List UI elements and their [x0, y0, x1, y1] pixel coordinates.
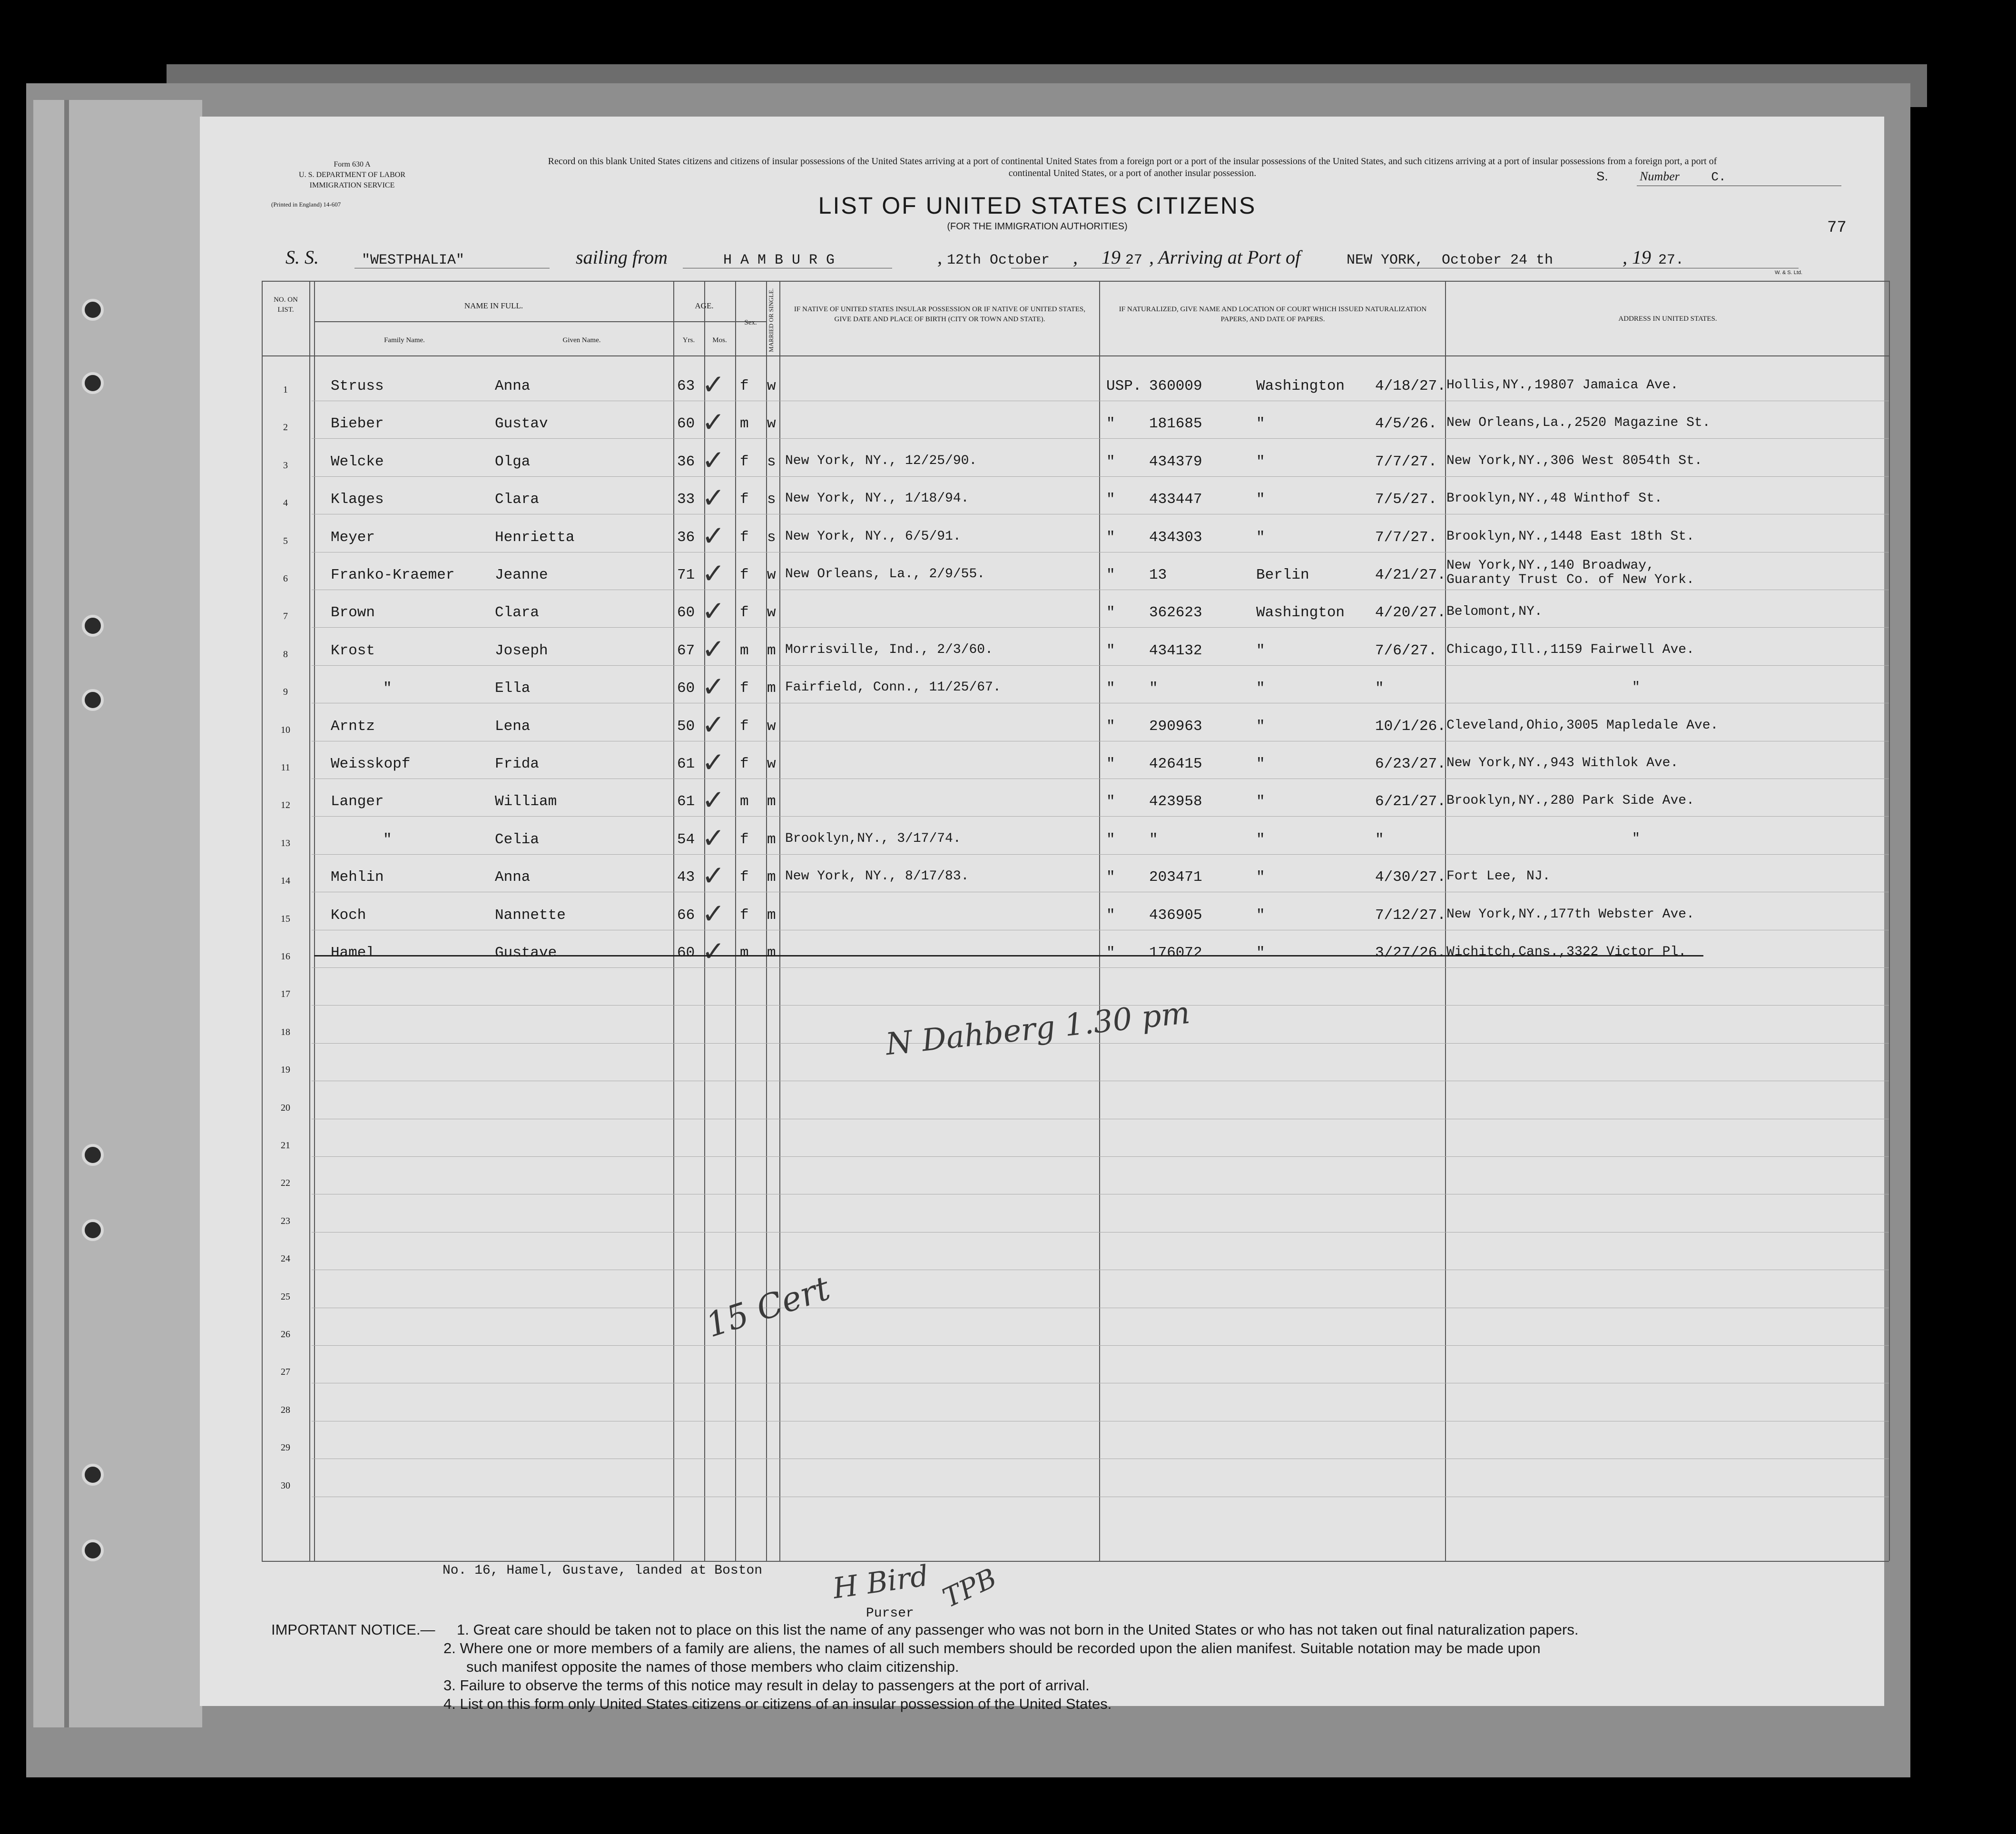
address: New York,NY.,943 Withlok Ave.: [1446, 756, 1679, 770]
address: New York,NY.,306 West 8054th St.: [1446, 453, 1702, 468]
given-name: Anna: [495, 869, 531, 886]
punch-hole: [82, 1464, 104, 1486]
given-name: Anna: [495, 378, 531, 394]
sex: f: [740, 529, 749, 546]
court-location: ": [1256, 453, 1265, 470]
row-number: 3: [283, 460, 288, 471]
form-instructions: Record on this blank United States citizens and citizens of insular possessions of the United States arriving at a port of continental United States from a foreign port or a port of the insular possessions of the United States, and such citizens arriving at a port of insular possessions from a foreign port, a port of continental United States, or a port of another insular possession.: [548, 156, 1717, 178]
papers-date: 6/21/27.: [1375, 793, 1446, 810]
court-prefix: ": [1106, 945, 1115, 961]
papers-date: 4/18/27.: [1375, 378, 1446, 394]
family-name: Koch: [331, 907, 366, 924]
age-years: 33: [677, 491, 695, 508]
court-prefix: ": [1106, 567, 1115, 583]
address: Wichitch,Cans.,3322 Victor Pl.: [1446, 945, 1687, 959]
row-number: 15: [281, 913, 290, 924]
punch-hole: [82, 1219, 104, 1241]
given-name: Jeanne: [495, 567, 548, 583]
checkmark: ✓: [702, 406, 725, 439]
handwritten-annotation: N Dahberg 1.30 pm: [884, 995, 1192, 1063]
row-rule: [312, 1232, 1889, 1233]
page-number: 77: [1827, 219, 1847, 237]
papers-date: 7/5/27.: [1375, 491, 1437, 508]
age-years: 61: [677, 793, 695, 810]
age-years: 71: [677, 567, 695, 583]
marital-status: w: [767, 567, 776, 583]
marital-status: w: [767, 415, 776, 433]
purser-label: Purser: [866, 1606, 914, 1621]
printer-mark: (Printed in England) 14-607: [271, 201, 341, 208]
family-name: ": [383, 680, 392, 697]
family-name: Langer: [331, 793, 384, 810]
age-years: 36: [677, 529, 695, 546]
address: New Orleans,La.,2520 Magazine St.: [1446, 415, 1711, 431]
header-age: AGE.: [695, 301, 714, 310]
marital-status: m: [767, 793, 776, 810]
family-name: Krost: [331, 642, 375, 659]
court-location: ": [1256, 831, 1265, 848]
age-years: 60: [677, 604, 695, 621]
strikethrough-line: [314, 955, 1703, 956]
notice-lead: IMPORTANT NOTICE.—: [271, 1621, 435, 1638]
page-subtitle: (FOR THE IMMIGRATION AUTHORITIES): [947, 221, 1128, 232]
row-number: 16: [281, 951, 290, 962]
checkmark: ✓: [702, 859, 725, 892]
header-yrs: Yrs.: [682, 336, 695, 344]
row-number: 25: [281, 1291, 290, 1302]
court-prefix: ": [1106, 793, 1115, 810]
sex: f: [740, 378, 749, 394]
row-number: 2: [283, 422, 288, 433]
sex: f: [740, 453, 749, 470]
given-name: Clara: [495, 604, 540, 621]
age-years: 66: [677, 907, 695, 924]
family-name: Hamel: [331, 945, 375, 961]
row-number: 30: [281, 1480, 290, 1491]
court-location: ": [1256, 680, 1265, 697]
court-location: ": [1256, 793, 1265, 810]
given-name: Olga: [495, 453, 531, 470]
marital-status: w: [767, 378, 776, 394]
family-name: Brown: [331, 604, 375, 621]
certificate-number: 203471: [1149, 869, 1202, 886]
punch-hole: [82, 299, 104, 321]
arrival-port: NEW YORK,: [1347, 252, 1424, 268]
marital-status: w: [767, 718, 776, 735]
header-mos: Mos.: [712, 336, 727, 344]
checkmark: ✓: [702, 595, 725, 628]
given-name: Ella: [495, 680, 531, 697]
papers-date: 10/1/26.: [1375, 718, 1446, 735]
row-number: 17: [281, 989, 290, 1000]
court-prefix: USP.: [1106, 378, 1142, 394]
notice-item: IMPORTANT NOTICE.— 1. Great care should be taken not to place on this list the name of any passenger who was not born in the United States or who has not taken out final naturalization papers.: [271, 1621, 1579, 1638]
marital-status: m: [767, 945, 776, 961]
age-years: 36: [677, 453, 695, 470]
checkmark: ✓: [702, 632, 725, 665]
row-rule: [312, 854, 1889, 855]
row-number: 4: [283, 498, 288, 509]
row-rule: [312, 967, 1889, 968]
number-value: C.: [1711, 170, 1726, 184]
age-years: 61: [677, 756, 695, 772]
checkmark: ✓: [702, 821, 725, 854]
passenger-table: [262, 281, 1889, 1561]
court-location: Washington: [1256, 604, 1345, 621]
address: Chicago,Ill.,1159 Fairwell Ave.: [1446, 642, 1694, 657]
given-name: William: [495, 793, 557, 810]
row-rule: [312, 816, 1889, 817]
marital-status: w: [767, 604, 776, 621]
given-name: Henrietta: [495, 529, 575, 546]
marital-status: m: [767, 907, 776, 924]
footer-note: No. 16, Hamel, Gustave, landed at Boston: [443, 1563, 763, 1578]
court-prefix: ": [1106, 756, 1115, 772]
certificate-number: 423958: [1149, 793, 1202, 810]
arrival-date: October 24 th: [1442, 252, 1554, 268]
address: ": [1632, 831, 1640, 846]
certificate-number: 434132: [1149, 642, 1202, 659]
ledger-binding-strip: [33, 100, 202, 1727]
marital-status: s: [767, 453, 776, 470]
punch-hole: [82, 372, 104, 394]
inspector-initials: TPB: [938, 1562, 1002, 1614]
family-name: Mehlin: [331, 869, 384, 886]
sex: f: [740, 567, 749, 583]
certificate-number: 360009: [1149, 378, 1202, 394]
departure-year: 27: [1125, 252, 1143, 268]
row-number: 21: [281, 1140, 290, 1151]
notice-item-continued: such manifest opposite the names of those members who claim citizenship.: [466, 1658, 959, 1675]
notice-item: 4. List on this form only United States citizens or citizens of an insular possession of the United States.: [443, 1696, 1112, 1712]
court-prefix: ": [1106, 415, 1115, 433]
row-number: 23: [281, 1215, 290, 1226]
address: Hollis,NY.,19807 Jamaica Ave.: [1446, 378, 1679, 393]
court-prefix: ": [1106, 718, 1115, 735]
year-prefix-arrival: 19: [1632, 247, 1651, 268]
marital-status: m: [767, 869, 776, 886]
checkmark: ✓: [702, 784, 725, 817]
age-years: 63: [677, 378, 695, 394]
court-prefix: ": [1106, 453, 1115, 470]
row-number: 7: [283, 611, 288, 622]
checkmark: ✓: [702, 935, 725, 967]
given-name: Gustave: [495, 945, 557, 961]
birth-place-date: New York, NY., 12/25/90.: [785, 453, 977, 468]
address: Brooklyn,NY.,48 Winthof St.: [1446, 491, 1662, 506]
certificate-number: ": [1149, 831, 1158, 848]
age-years: 43: [677, 869, 695, 886]
papers-date: ": [1375, 680, 1384, 697]
form-identification: [266, 159, 438, 210]
sex: f: [740, 831, 749, 848]
address: ": [1632, 680, 1640, 695]
row-rule: [312, 627, 1889, 628]
certificate-number: ": [1149, 680, 1158, 697]
court-prefix: ": [1106, 604, 1115, 621]
ledger-binding-edge: [64, 100, 69, 1727]
checkmark: ✓: [702, 482, 725, 514]
court-location: ": [1256, 756, 1265, 772]
birth-place-date: New Orleans, La., 2/9/55.: [785, 567, 985, 582]
court-location: ": [1256, 642, 1265, 659]
row-rule: [312, 1043, 1889, 1044]
sex: f: [740, 680, 749, 697]
marital-status: m: [767, 680, 776, 697]
row-number: 14: [281, 876, 290, 887]
court-location: ": [1256, 945, 1265, 961]
row-rule: [312, 665, 1889, 666]
address: Brooklyn,NY.,280 Park Side Ave.: [1446, 793, 1694, 809]
handwritten-cert-count: 15 Cert: [701, 1268, 835, 1345]
marital-status: s: [767, 491, 776, 508]
age-years: 60: [677, 945, 695, 961]
address: Belomont,NY.: [1446, 604, 1543, 620]
papers-date: 4/30/27.: [1375, 869, 1446, 886]
given-name: Nannette: [495, 907, 566, 924]
address: New York,NY.,177th Webster Ave.: [1446, 907, 1694, 922]
age-years: 60: [677, 680, 695, 697]
checkmark: ✓: [702, 557, 725, 590]
certificate-number: 436905: [1149, 907, 1202, 924]
row-number: 29: [281, 1442, 290, 1453]
court-prefix: ": [1106, 642, 1115, 659]
address-line-1: New York,NY.,140 Broadway,: [1446, 558, 1654, 573]
row-number: 20: [281, 1102, 290, 1113]
header-married-single: MARRIED OR SINGLE.: [767, 288, 775, 352]
court-prefix: ": [1106, 491, 1115, 508]
s-prefix: S.: [1596, 169, 1608, 183]
voyage-line: S. S. "WESTPHALIA" sailing from H A M B U R G , 12th October , 19 27 , Arriving at Port of NEW YORK, October 24 th , 19 27.: [285, 246, 1856, 268]
marital-status: m: [767, 642, 776, 659]
header-given-name: Given Name.: [562, 336, 601, 344]
row-number: 11: [281, 762, 290, 773]
given-name: Frida: [495, 756, 540, 772]
sex: f: [740, 907, 749, 924]
marital-status: w: [767, 756, 776, 772]
departure-date: 12th October: [947, 252, 1050, 268]
court-location: ": [1256, 869, 1265, 886]
papers-date: 4/21/27.: [1375, 567, 1446, 583]
checkmark: ✓: [702, 708, 725, 741]
birth-place-date: Fairfield, Conn., 11/25/67.: [785, 680, 1001, 695]
checkmark: ✓: [702, 897, 725, 930]
row-number: 24: [281, 1253, 290, 1264]
service-name: IMMIGRATION SERVICE: [309, 181, 395, 189]
court-prefix: ": [1106, 869, 1115, 886]
row-number: 5: [283, 535, 288, 546]
printer-code: W. & S. Ltd.: [1775, 270, 1803, 276]
checkmark: ✓: [702, 519, 725, 552]
given-name: Lena: [495, 718, 531, 735]
ss-label: S. S.: [285, 247, 319, 268]
certificate-number: 13: [1149, 567, 1167, 583]
family-name: Struss: [331, 378, 384, 394]
row-number: 19: [281, 1065, 290, 1075]
row-rule: [312, 438, 1889, 439]
sex: f: [740, 756, 749, 772]
sex: m: [740, 642, 749, 659]
given-name: Gustav: [495, 415, 548, 433]
certificate-number: 434379: [1149, 453, 1202, 470]
arriving-label: , Arriving at Port of: [1149, 247, 1301, 268]
papers-date: ": [1375, 831, 1384, 848]
certificate-number: 181685: [1149, 415, 1202, 433]
court-prefix: ": [1106, 907, 1115, 924]
court-prefix: ": [1106, 680, 1115, 697]
papers-date: 6/23/27.: [1375, 756, 1446, 772]
court-location: ": [1256, 415, 1265, 433]
row-number: 12: [281, 800, 290, 811]
row-rule: [312, 476, 1889, 477]
arrival-year: 27.: [1658, 252, 1684, 268]
row-number: 27: [281, 1367, 290, 1378]
sex: f: [740, 604, 749, 621]
sex: f: [740, 869, 749, 886]
family-name: Klages: [331, 491, 384, 508]
family-name: ": [383, 831, 392, 848]
row-rule: [312, 1156, 1889, 1157]
checkmark: ✓: [702, 368, 725, 401]
court-location: ": [1256, 529, 1265, 546]
certificate-number: 362623: [1149, 604, 1202, 621]
court-prefix: ": [1106, 831, 1115, 848]
row-number: 10: [281, 724, 290, 735]
address: Fort Lee, NJ.: [1446, 869, 1551, 884]
form-number: Form 630 A: [334, 160, 371, 168]
sex: m: [740, 415, 749, 433]
age-years: 54: [677, 831, 695, 848]
birth-place-date: New York, NY., 8/17/83.: [785, 869, 969, 884]
certificate-number: 290963: [1149, 718, 1202, 735]
year-prefix: 19: [1101, 247, 1121, 268]
papers-date: 4/5/26.: [1375, 415, 1437, 433]
address-line-2: Guaranty Trust Co. of New York.: [1446, 572, 1694, 587]
family-name: Bieber: [331, 415, 384, 433]
marital-status: m: [767, 831, 776, 848]
row-rule: [312, 1345, 1889, 1346]
birth-place-date: New York, NY., 6/5/91.: [785, 529, 961, 544]
sex: f: [740, 491, 749, 508]
certificate-number: 434303: [1149, 529, 1202, 546]
row-number: 8: [283, 649, 288, 660]
row-number: 1: [283, 385, 288, 395]
sailing-label: sailing from: [576, 247, 668, 268]
papers-date: 7/6/27.: [1375, 642, 1437, 659]
birth-place-date: Morrisville, Ind., 2/3/60.: [785, 642, 993, 657]
sex: m: [740, 793, 749, 810]
header-name-in-full: NAME IN FULL.: [464, 301, 523, 310]
notice-item: 3. Failure to observe the terms of this notice may result in delay to passengers at the port of arrival.: [443, 1677, 1090, 1694]
birth-place-date: New York, NY., 1/18/94.: [785, 491, 969, 506]
age-years: 60: [677, 415, 695, 433]
court-location: ": [1256, 491, 1265, 508]
given-name: Joseph: [495, 642, 548, 659]
address: Cleveland,Ohio,3005 Mapledale Ave.: [1446, 718, 1719, 733]
checkmark: ✓: [702, 444, 725, 476]
punch-hole: [82, 689, 104, 711]
papers-date: 4/20/27.: [1375, 604, 1446, 621]
row-number: 18: [281, 1026, 290, 1037]
sheet-number: [1596, 169, 1726, 184]
checkmark: ✓: [702, 670, 725, 703]
important-notice: [271, 1620, 1870, 1713]
papers-date: 3/27/26.: [1375, 945, 1446, 961]
row-number: 22: [281, 1178, 290, 1189]
papers-date: 7/12/27.: [1375, 907, 1446, 924]
citizens-list-form: [200, 117, 1884, 1712]
header-family-name: Family Name.: [384, 336, 425, 344]
departure-port: H A M B U R G: [723, 252, 835, 268]
punch-hole: [82, 1539, 104, 1561]
family-name: Arntz: [331, 718, 375, 735]
family-name: Franko-Kraemer: [331, 567, 455, 583]
header-naturalized: IF NATURALIZED, GIVE NAME AND LOCATION OF COURT WHICH ISSUED NATURALIZATION PAPERS, AND DATE OF PAPERS.: [1119, 306, 1427, 323]
sex: m: [740, 945, 749, 961]
row-number: 28: [281, 1404, 290, 1415]
marital-status: s: [767, 529, 776, 546]
court-location: ": [1256, 907, 1265, 924]
row-number: 13: [281, 838, 290, 848]
court-location: Washington: [1256, 378, 1345, 394]
given-name: Celia: [495, 831, 540, 848]
age-years: 50: [677, 718, 695, 735]
row-number: 9: [283, 687, 288, 698]
court-location: Berlin: [1256, 567, 1309, 583]
birth-place-date: Brooklyn,NY., 3/17/74.: [785, 831, 961, 846]
department-name: U. S. DEPARTMENT OF LABOR: [299, 171, 405, 179]
ship-name: "WESTPHALIA": [362, 252, 465, 268]
row-number: 6: [283, 573, 288, 584]
court-prefix: ": [1106, 529, 1115, 546]
certificate-number: 426415: [1149, 756, 1202, 772]
court-location: ": [1256, 718, 1265, 735]
family-name: Welcke: [331, 453, 384, 470]
family-name: Weisskopf: [331, 756, 411, 772]
age-years: 67: [677, 642, 695, 659]
family-name: Meyer: [331, 529, 375, 546]
notice-item: 2. Where one or more members of a family are aliens, the names of all such members should be recorded upon the alien manifest. Suitable notation may be made upon: [443, 1640, 1541, 1657]
header-native: IF NATIVE OF UNITED STATES INSULAR POSSESSION OR IF NATIVE OF UNITED STATES, GIVE DATE AND PLACE OF BIRTH (CITY OR TOWN AND STATE).: [794, 306, 1086, 323]
given-name: Clara: [495, 491, 540, 508]
page-title: LIST OF UNITED STATES CITIZENS: [818, 192, 1257, 219]
address: Brooklyn,NY.,1448 East 18th St.: [1446, 529, 1694, 544]
header-address: ADDRESS IN UNITED STATES.: [1618, 315, 1717, 323]
certificate-number: 176072: [1149, 945, 1202, 961]
certificate-number: 433447: [1149, 491, 1202, 508]
row-number: 26: [281, 1329, 290, 1340]
checkmark: ✓: [702, 746, 725, 779]
number-label: Number: [1640, 169, 1680, 183]
header-sex: Sex.: [744, 319, 757, 326]
papers-date: 7/7/27.: [1375, 529, 1437, 546]
sex: f: [740, 718, 749, 735]
papers-date: 7/7/27.: [1375, 453, 1437, 470]
header-no-on-list: NO. ON LIST.: [274, 296, 298, 314]
punch-hole: [82, 1144, 104, 1166]
purser-signature: H Bird: [831, 1559, 931, 1606]
punch-hole: [82, 615, 104, 637]
